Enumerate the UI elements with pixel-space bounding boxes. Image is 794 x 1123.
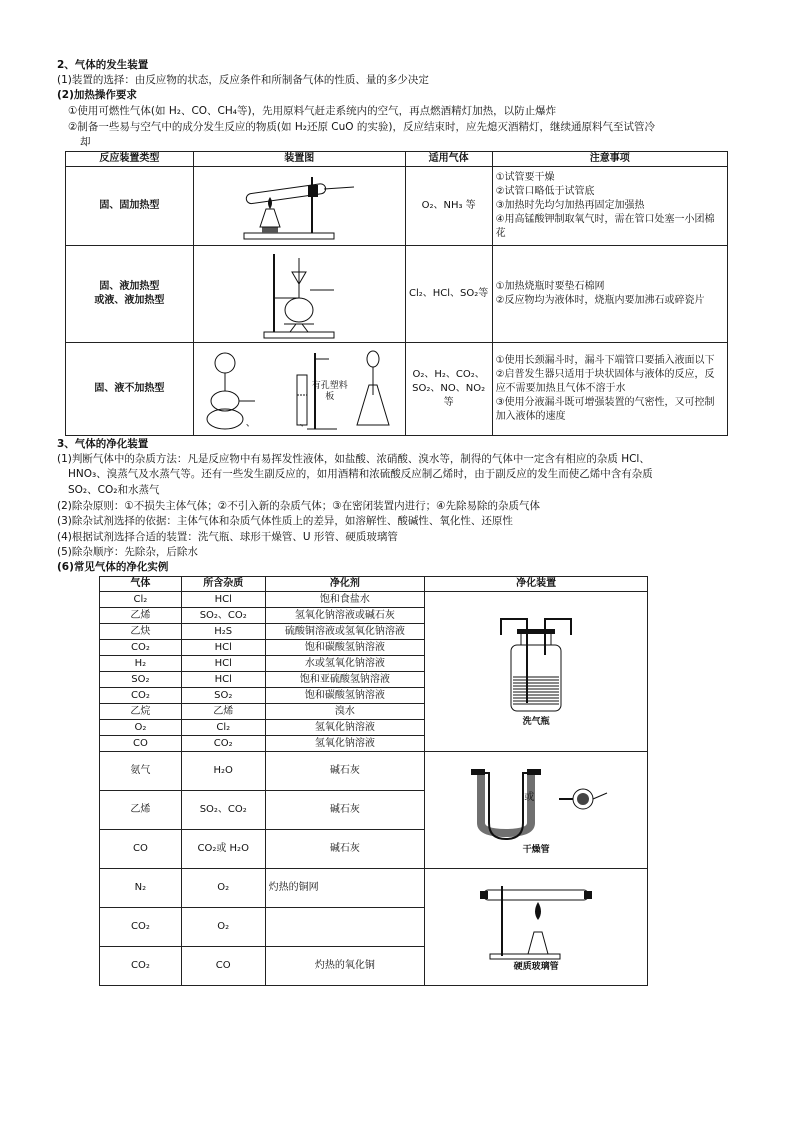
note: ④用高锰酸钾制取氧气时，需在管口处塞一小团棉花	[495, 214, 715, 239]
wash-bottle-figure	[491, 615, 581, 715]
table-row	[100, 752, 648, 791]
table-cell: CO₂	[100, 908, 182, 947]
solid-solid-heating-apparatus-figure	[224, 169, 374, 243]
figure-separator: 、	[299, 418, 310, 429]
note: ②启普发生器只适用于块状固体与液体的反应，反应不需要加热且气体不溶于水	[495, 369, 715, 394]
drying-tube-group	[100, 752, 648, 869]
table-cell: O₂	[181, 908, 265, 947]
sec2-p2-1: ①使用可燃性气体(如 H₂、CO、CH₄等)，先用原料气赶走系统内的空气，再点燃酒精灯加热，以防止爆炸	[68, 105, 557, 117]
note: ③加热时先均匀加热再固定加强热	[495, 200, 645, 211]
table-cell: O₂	[181, 869, 265, 908]
apparatus-figure	[193, 343, 405, 436]
table-cell: HCl	[181, 656, 265, 672]
notes-cell	[492, 343, 727, 436]
table-cell: 乙烯	[100, 791, 182, 830]
header-gas: 气体	[100, 577, 182, 592]
table-cell: 溴水	[265, 704, 425, 720]
sec3-p1a: (1)判断气体中的杂质方法：凡是反应物中有易挥发性液体，如盐酸、浓硝酸、溴水等，制得的气体中一定含有相应的杂质 HCl、	[57, 453, 650, 465]
apparatus-figure-cell	[425, 752, 648, 869]
table-cell: 碱石灰	[265, 830, 425, 869]
header-apparatus: 净化装置	[425, 577, 648, 592]
header-reagent: 净化剂	[265, 577, 425, 592]
note: ③使用分液漏斗既可增强装置的气密性，又可控制加入液体的速度	[495, 397, 715, 422]
header-impurity: 所含杂质	[181, 577, 265, 592]
header-notes: 注意事项	[492, 152, 727, 167]
apparatus-figure-cell	[425, 592, 648, 752]
sec2-p2: (2)加热操作要求	[57, 89, 137, 101]
or-label: 或	[524, 792, 535, 803]
note: ②反应物均为液体时，烧瓶内要加沸石或碎瓷片	[495, 295, 705, 306]
sec3-p1b: HNO₃、溴蒸气及水蒸气等。还有一些发生副反应的，如用酒精和浓硫酸反应制乙烯时，由于副反应的发生而使乙烯中含有杂质	[68, 468, 653, 480]
table-cell: CO	[100, 736, 182, 752]
figure-separator: 、	[245, 418, 256, 429]
table-cell: 乙烷	[100, 704, 182, 720]
porous-plate-label: 有孔塑料板	[311, 381, 348, 402]
table-cell: 碱石灰	[265, 791, 425, 830]
table-row	[100, 592, 648, 608]
note: ①加热烧瓶时要垫石棉网	[495, 281, 605, 292]
table-cell	[265, 908, 425, 947]
sec3-p6: (6)常见气体的净化实例	[57, 561, 169, 573]
note: ①试管要干燥	[495, 172, 555, 183]
row-type-line1: 固、液加热型	[99, 281, 160, 292]
sec3-p2: (2)除杂原则：①不损失主体气体；②不引入新的杂质气体；③在密闭装置内进行；④先除易除的杂质气体	[57, 500, 541, 512]
table-cell: SO₂	[100, 672, 182, 688]
table-cell: Cl₂	[100, 592, 182, 608]
row-gas: Cl₂、HCl、SO₂等	[405, 246, 492, 343]
purification-table	[99, 576, 648, 986]
section-3-title: 3、气体的净化装置	[57, 438, 149, 450]
table-header-row	[100, 577, 648, 592]
table-cell: 硫酸铜溶液或氢氧化钠溶液	[265, 624, 425, 640]
table-cell: 饱和食盐水	[265, 592, 425, 608]
table-cell: CO	[181, 947, 265, 986]
sec3-p5: (5)除杂顺序：先除杂，后除水	[57, 546, 198, 558]
apparatus-label: 洗气瓶	[522, 716, 550, 727]
sec2-p2-2a: ②制备一些易与空气中的成分发生反应的物质(如 H₂还原 CuO 的实验)，反应结束时，应先熄灭酒精灯，继续通原料气至试管冷	[68, 121, 655, 133]
apparatus-figure	[193, 246, 405, 343]
table-cell: 乙烯	[181, 704, 265, 720]
wash-bottle-group	[100, 592, 648, 752]
table-cell: HCl	[181, 672, 265, 688]
table-row	[66, 343, 728, 436]
header-figure: 装置图	[193, 152, 405, 167]
table-cell: 氨气	[100, 752, 182, 791]
table-cell: H₂S	[181, 624, 265, 640]
table-row	[66, 246, 728, 343]
apparatus-figure-cell	[425, 869, 648, 986]
table-cell: 灼热的铜网	[265, 869, 425, 908]
table-cell: 饱和亚硫酸氢钠溶液	[265, 672, 425, 688]
table-cell: SO₂、CO₂	[181, 791, 265, 830]
row-gas: O₂、NH₃ 等	[405, 167, 492, 246]
generation-apparatus-table	[65, 151, 728, 436]
u-tube-drying-figure	[461, 763, 611, 843]
row-gas: O₂、H₂、CO₂、SO₂、NO、NO₂等	[405, 343, 492, 436]
table-cell: CO₂	[181, 736, 265, 752]
row-type-line2: 或液、液加热型	[94, 295, 165, 306]
notes-cell	[492, 246, 727, 343]
table-row	[100, 869, 648, 908]
row-type: 固、液不加热型	[66, 343, 194, 436]
table-cell: 乙炔	[100, 624, 182, 640]
header-gas: 适用气体	[405, 152, 492, 167]
table-cell: Cl₂	[181, 720, 265, 736]
table-cell: HCl	[181, 592, 265, 608]
table-cell: SO₂、CO₂	[181, 608, 265, 624]
sec3-p3: (3)除杂试剂选择的依据：主体气体和杂质气体性质上的差异，如溶解性、酸碱性、氧化性、还原性	[57, 515, 513, 527]
table-cell: 碱石灰	[265, 752, 425, 791]
sec2-p2-2b: 却	[80, 136, 91, 148]
table-cell: HCl	[181, 640, 265, 656]
apparatus-label: 干燥管	[522, 845, 550, 855]
table-cell: 氢氧化钠溶液	[265, 736, 425, 752]
table-cell: CO	[100, 830, 182, 869]
table-cell: 灼热的氧化铜	[265, 947, 425, 986]
apparatus-figure	[193, 167, 405, 246]
table-cell: CO₂	[100, 947, 182, 986]
apparatus-label: 硬质玻璃管	[513, 962, 559, 972]
table-row	[66, 167, 728, 246]
glass-tube-group	[100, 869, 648, 986]
table-cell: O₂	[100, 720, 182, 736]
note: ②试管口略低于试管底	[495, 186, 595, 197]
table-cell: 饱和碳酸氢钠溶液	[265, 688, 425, 704]
table-cell: 氢氧化钠溶液	[265, 720, 425, 736]
section-2-title: 2、气体的发生装置	[57, 59, 149, 71]
table-cell: 氢氧化钠溶液或碱石灰	[265, 608, 425, 624]
solid-liquid-heating-apparatus-figure	[244, 248, 354, 340]
sec2-p1: (1)装置的选择：由反应物的状态，反应条件和所制备气体的性质、量的多少决定	[57, 74, 429, 86]
hard-glass-tube-figure	[476, 880, 596, 960]
header-type: 反应装置类型	[66, 152, 194, 167]
row-type	[66, 246, 194, 343]
note: ①使用长颈漏斗时，漏斗下端管口要插入液面以下	[495, 355, 715, 366]
table-cell: SO₂	[181, 688, 265, 704]
table-cell: 水或氢氧化钠溶液	[265, 656, 425, 672]
notes-cell	[492, 167, 727, 246]
table-cell: H₂	[100, 656, 182, 672]
table-cell: CO₂	[100, 688, 182, 704]
table-cell: 乙烯	[100, 608, 182, 624]
table-cell: N₂	[100, 869, 182, 908]
row-type: 固、固加热型	[66, 167, 194, 246]
sec3-p1c: SO₂、CO₂和水蒸气	[68, 484, 160, 496]
table-cell: 饱和碳酸氢钠溶液	[265, 640, 425, 656]
table-cell: CO₂或 H₂O	[181, 830, 265, 869]
table-cell: H₂O	[181, 752, 265, 791]
sec3-p4: (4)根据试剂选择合适的装置：洗气瓶、球形干燥管、U 形管、硬质玻璃管	[57, 531, 398, 543]
table-header-row	[66, 152, 728, 167]
table-cell: CO₂	[100, 640, 182, 656]
